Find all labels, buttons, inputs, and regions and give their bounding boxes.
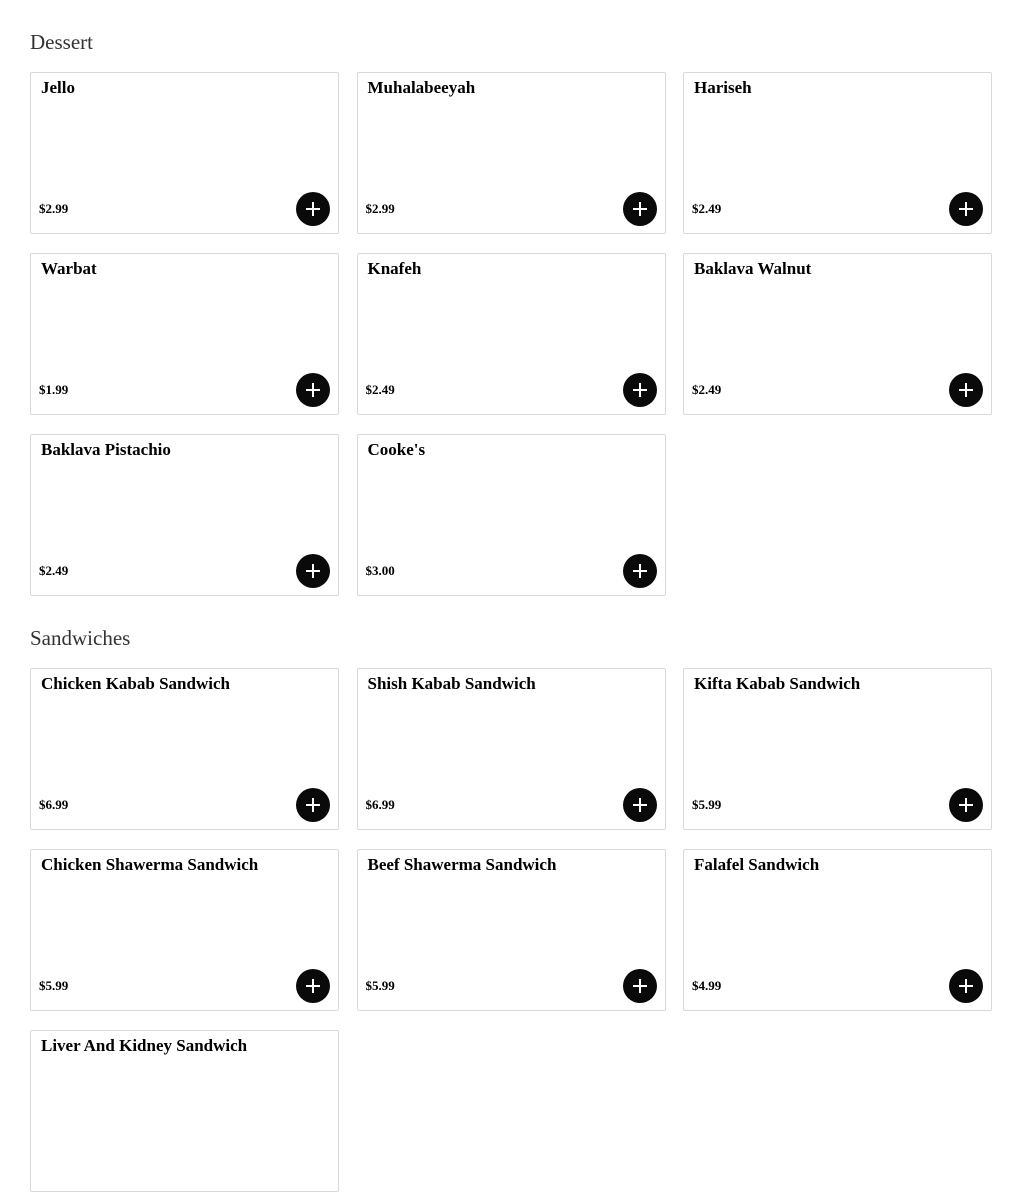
section-sandwiches xyxy=(30,627,991,1192)
item-name: Warbat xyxy=(41,259,97,278)
menu-item-card[interactable] xyxy=(30,849,339,1011)
item-price: $2.99 xyxy=(365,201,395,216)
plus-icon xyxy=(633,798,647,812)
item-price: $4.99 xyxy=(692,978,722,993)
plus-icon xyxy=(959,798,973,812)
plus-icon xyxy=(633,564,647,578)
menu-item-card[interactable] xyxy=(30,72,339,234)
item-price: $2.99 xyxy=(39,201,69,216)
add-item-button[interactable] xyxy=(623,788,657,822)
item-name: Jello xyxy=(41,78,75,97)
add-item-button[interactable] xyxy=(949,373,983,407)
item-name: Shish Kabab Sandwich xyxy=(367,674,536,693)
item-price: $2.49 xyxy=(692,201,722,216)
item-grid xyxy=(30,668,991,1192)
item-price: $2.49 xyxy=(39,563,69,578)
item-price: $5.99 xyxy=(39,978,69,993)
add-item-button[interactable] xyxy=(949,969,983,1003)
menu-item-card[interactable] xyxy=(357,434,666,596)
plus-icon xyxy=(306,798,320,812)
menu-item-card[interactable] xyxy=(30,1030,339,1192)
section-title: Sandwiches xyxy=(30,626,131,650)
section-title: Dessert xyxy=(30,30,93,54)
item-price: $5.99 xyxy=(692,797,722,812)
item-name: Baklava Pistachio xyxy=(41,440,171,459)
menu-item-card[interactable] xyxy=(357,253,666,415)
add-item-button[interactable] xyxy=(949,788,983,822)
item-price: $6.99 xyxy=(365,797,395,812)
item-name: Muhalabeeyah xyxy=(367,78,476,97)
menu-item-card[interactable] xyxy=(30,434,339,596)
plus-icon xyxy=(306,979,320,993)
plus-icon xyxy=(959,202,973,216)
plus-icon xyxy=(306,564,320,578)
item-name: Cooke's xyxy=(367,440,426,459)
item-name: Baklava Walnut xyxy=(694,259,812,278)
menu-item-card[interactable] xyxy=(357,72,666,234)
item-name: Kifta Kabab Sandwich xyxy=(694,674,861,693)
add-item-button[interactable] xyxy=(296,373,330,407)
item-price: $3.00 xyxy=(365,563,395,578)
add-item-button[interactable] xyxy=(623,554,657,588)
menu-item-card[interactable] xyxy=(357,849,666,1011)
menu-item-card[interactable] xyxy=(683,849,992,1011)
plus-icon xyxy=(306,202,320,216)
item-price: $2.49 xyxy=(692,382,722,397)
item-name: Hariseh xyxy=(694,78,752,97)
add-item-button[interactable] xyxy=(623,192,657,226)
plus-icon xyxy=(633,383,647,397)
item-name: Chicken Shawerma Sandwich xyxy=(41,855,259,874)
add-item-button[interactable] xyxy=(949,192,983,226)
add-item-button[interactable] xyxy=(296,554,330,588)
plus-icon xyxy=(633,202,647,216)
item-name: Beef Shawerma Sandwich xyxy=(367,855,557,874)
menu-page xyxy=(30,0,991,1192)
menu-item-card[interactable] xyxy=(683,72,992,234)
plus-icon xyxy=(306,383,320,397)
menu-item-card[interactable] xyxy=(683,668,992,830)
add-item-button[interactable] xyxy=(296,788,330,822)
add-item-button[interactable] xyxy=(623,373,657,407)
item-price: $5.99 xyxy=(365,978,395,993)
menu-item-card[interactable] xyxy=(30,668,339,830)
item-name: Falafel Sandwich xyxy=(694,855,820,874)
plus-icon xyxy=(959,383,973,397)
item-price: $2.49 xyxy=(365,382,395,397)
menu-item-card[interactable] xyxy=(683,253,992,415)
item-grid xyxy=(30,72,991,596)
item-name: Chicken Kabab Sandwich xyxy=(41,674,230,693)
add-item-button[interactable] xyxy=(623,969,657,1003)
add-item-button[interactable] xyxy=(296,969,330,1003)
plus-icon xyxy=(633,979,647,993)
item-name: Knafeh xyxy=(367,259,422,278)
item-price: $6.99 xyxy=(39,797,69,812)
menu-item-card[interactable] xyxy=(357,668,666,830)
item-name: Liver And Kidney Sandwich xyxy=(41,1036,248,1055)
item-price: $1.99 xyxy=(39,382,69,397)
add-item-button[interactable] xyxy=(296,192,330,226)
plus-icon xyxy=(959,979,973,993)
menu-item-card[interactable] xyxy=(30,253,339,415)
section-dessert xyxy=(30,31,991,596)
